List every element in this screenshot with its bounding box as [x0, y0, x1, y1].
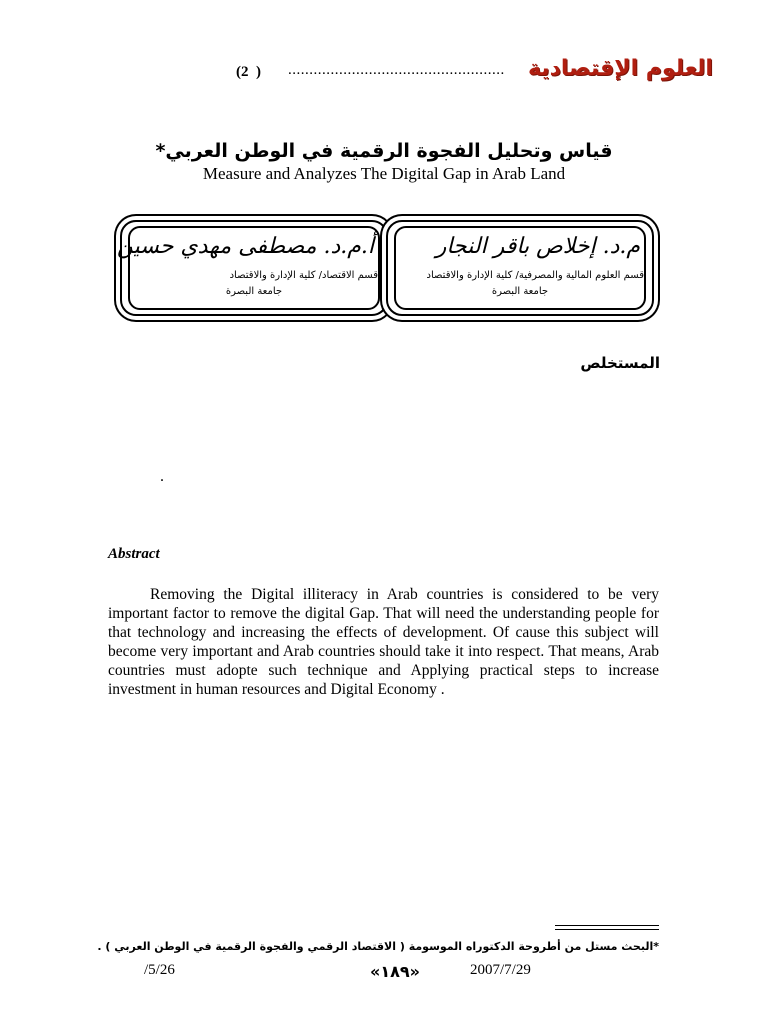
header-leader-dots: ...................................................: [288, 62, 505, 78]
abstract-body: Removing the Digital illiteracy in Arab countries is considered to be very important factor to remove the digital Gap. That will need the understanding people for that technology and increasing the effects of development. Of cause this subject will become very important and Arab countries should take it into respect. That means, Arab countries must adopte such technique and Applying practical steps to increase investment in human resources and Digital Economy .: [108, 586, 659, 698]
footnote: *البحث مستل من أطروحة الدكتوراه الموسومة ( الاقتصاد الرقمي والفجوة الرقمية في الوطن العربي ) .: [97, 940, 659, 953]
issue-number: (2 ): [236, 64, 261, 80]
author-department: قسم الاقتصاد/ كلية الإدارة والاقتصاد: [229, 270, 378, 281]
footer-date-left: /5/26: [144, 962, 175, 978]
author-university: جامعة البصرة: [491, 286, 549, 297]
abstract-heading: Abstract: [108, 546, 160, 562]
footnote-rule: [555, 925, 659, 926]
footnote-rule: [555, 929, 659, 930]
abstract-arabic-heading: المستخلص: [580, 354, 660, 372]
title-english: Measure and Analyzes The Digital Gap in Arab Land: [202, 164, 566, 183]
author-university: جامعة البصرة: [225, 286, 283, 297]
page-number: «١٨٩»: [370, 962, 420, 981]
journal-logo: العلوم الإقتصادية: [528, 56, 713, 81]
author-box-1: [116, 220, 388, 316]
footer-date-right: 2007/7/29: [470, 962, 531, 978]
author-box-2: [386, 220, 654, 316]
author-department: قسم العلوم المالية والمصرفية/ كلية الإدارة والاقتصاد: [426, 270, 644, 281]
author-name: م.د. إخلاص باقر النجار: [435, 234, 640, 259]
title-arabic: قياس وتحليل الفجوة الرقمية في الوطن العربي*: [155, 140, 613, 162]
author-name: أ.م.د. مصطفى مهدي حسين: [116, 234, 374, 259]
stray-period: .: [160, 468, 164, 485]
